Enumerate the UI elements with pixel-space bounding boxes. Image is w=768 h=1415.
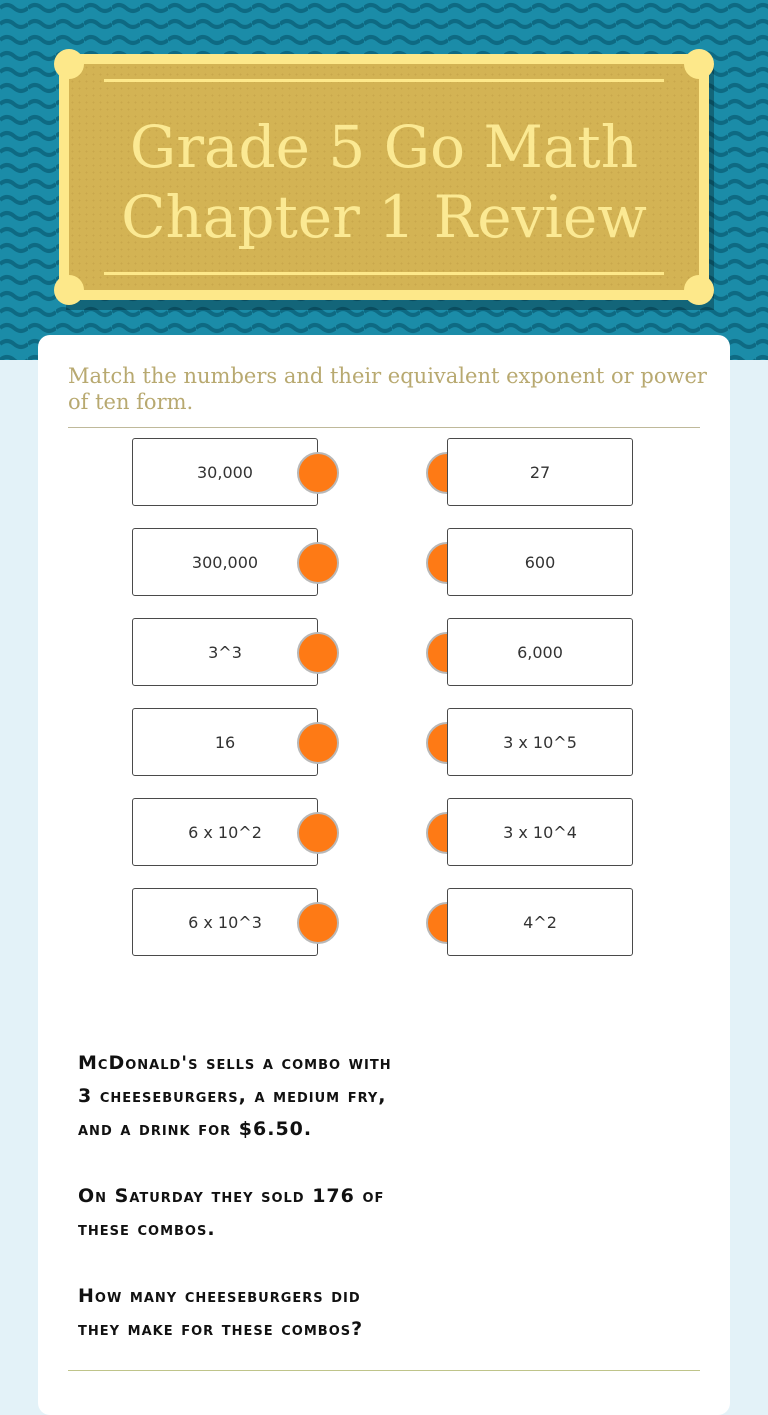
- match-left-item: 30,000: [132, 438, 318, 506]
- match-left-connector[interactable]: [297, 812, 339, 854]
- match-left-item: 3^3: [132, 618, 318, 686]
- banner-plaque: [69, 64, 699, 290]
- match-left-item: 300,000: [132, 528, 318, 596]
- match-right-item: 27: [447, 438, 633, 506]
- match-left-item: 6 x 10^3: [132, 888, 318, 956]
- match-right-item: 600: [447, 528, 633, 596]
- match-left-connector[interactable]: [297, 452, 339, 494]
- match-left-connector[interactable]: [297, 542, 339, 584]
- title-line-2: Chapter 1 Review: [121, 183, 647, 251]
- problem-question: How many cheeseburgers did they make for these combos?: [78, 1285, 364, 1340]
- banner-corner: [54, 49, 84, 79]
- problem-paragraph: McDonald's sells a combo with 3 cheeseburgers, a medium fry, and a drink for $6.50.: [78, 1052, 392, 1140]
- section-divider: [68, 1370, 700, 1371]
- section-divider: [68, 427, 700, 428]
- instructions-text: Match the numbers and their equivalent exponent or power of ten form.: [68, 364, 707, 414]
- match-right-item: 3 x 10^4: [447, 798, 633, 866]
- problem-paragraph: On Saturday they sold 176 of these combos.: [78, 1185, 385, 1240]
- match-left-item: 16: [132, 708, 318, 776]
- banner-corner: [684, 49, 714, 79]
- title-banner: [59, 54, 709, 300]
- match-right-item: 4^2: [447, 888, 633, 956]
- match-right-item: 3 x 10^5: [447, 708, 633, 776]
- match-left-connector[interactable]: [297, 632, 339, 674]
- match-left-item: 6 x 10^2: [132, 798, 318, 866]
- match-left-connector[interactable]: [297, 902, 339, 944]
- match-left-connector[interactable]: [297, 722, 339, 764]
- banner-rule-top: [104, 79, 664, 82]
- worksheet-card: [38, 335, 730, 1415]
- banner-rule-bottom: [104, 272, 664, 275]
- banner-corner: [684, 275, 714, 305]
- match-right-item: 6,000: [447, 618, 633, 686]
- banner-corner: [54, 275, 84, 305]
- page-title: [69, 112, 699, 252]
- title-line-1: Grade 5 Go Math: [129, 113, 639, 181]
- word-problem: [78, 1047, 408, 1380]
